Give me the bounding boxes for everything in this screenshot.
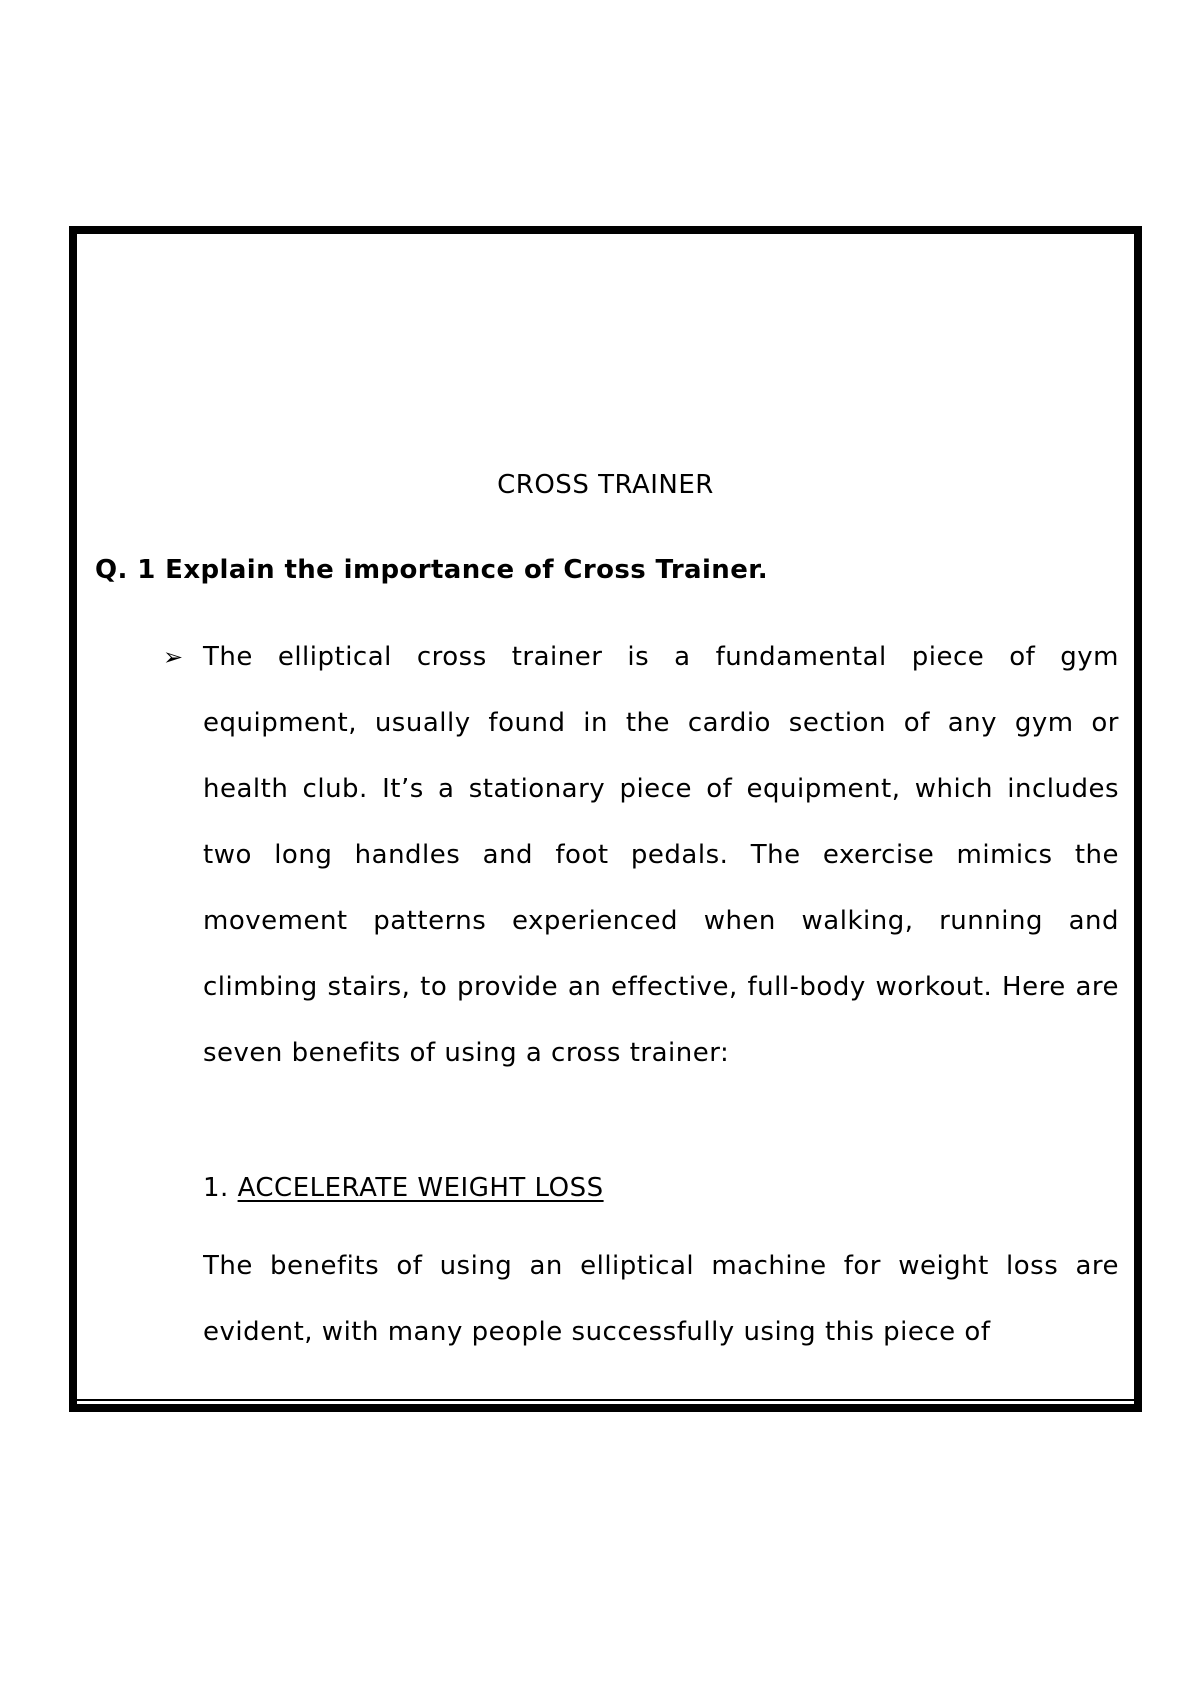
bullet-paragraph	[163, 641, 1119, 1086]
document-title: CROSS TRAINER	[497, 470, 714, 500]
section-number: 1.	[203, 1173, 229, 1203]
page-content	[77, 234, 1134, 1404]
section-body-text: The benefits of using an elliptical machine for weight loss are evident, with many people successfully using this piece of	[203, 1251, 1119, 1347]
section-heading	[203, 1172, 604, 1204]
section-heading-label: ACCELERATE WEIGHT LOSS	[237, 1173, 604, 1203]
page-border	[69, 226, 1142, 1412]
bullet-paragraph-text: The elliptical cross trainer is a fundamental piece of gym equipment, usually found in the cardio section of any gym or health club. It’s a stationary piece of equipment, which includes two long handles and foot pedals. The exercise mimics the movement patterns experienced when walking, running and climbing stairs, to provide an effective, full-body workout. Here are seven benefits of using a cross trainer:	[203, 642, 1119, 1068]
arrowhead-bullet-icon: ➢	[163, 643, 184, 671]
question-heading: Q. 1 Explain the importance of Cross Trainer.	[95, 555, 769, 585]
